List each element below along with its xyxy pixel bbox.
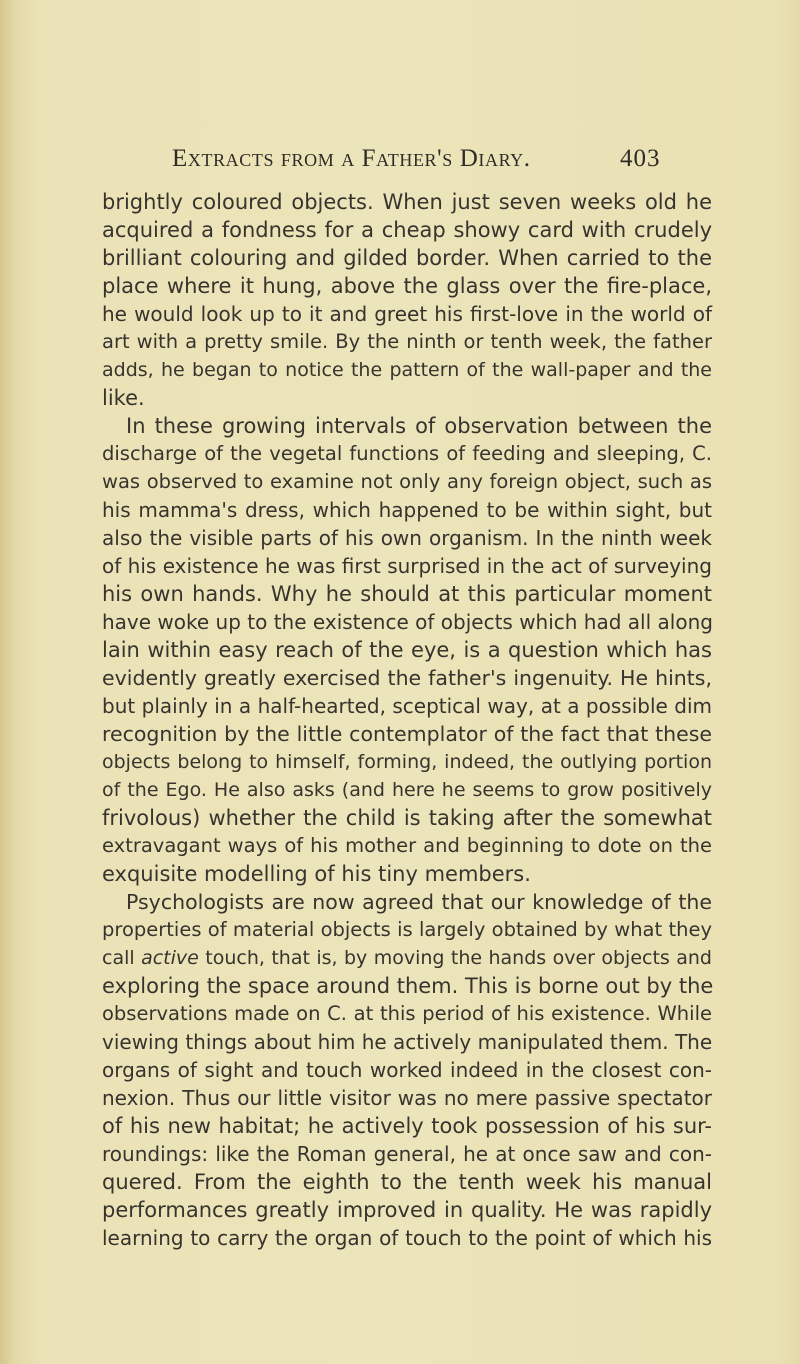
text-line: of the Ego. He also asks (and here he seems to grow positively	[102, 779, 712, 801]
text-line: adds, he began to notice the pattern of the wall-paper and the	[102, 359, 712, 381]
text-line: evidently greatly exercised the father's ingenuity. He hints,	[102, 666, 712, 690]
text-line: extravagant ways of his mother and beginning to dote on the	[102, 834, 712, 857]
text-line: roundings: like the Roman general, he at once saw and con-	[102, 1142, 712, 1166]
text-line: quered. From the eighth to the tenth week his manual	[102, 1170, 712, 1194]
text-line: he would look up to it and greet his first-love in the world of	[102, 302, 712, 326]
text-line: like.	[102, 386, 145, 410]
text-line: organs of sight and touch worked indeed in the closest con-	[102, 1058, 712, 1082]
text-line: exquisite modelling of his tiny members.	[102, 862, 531, 886]
text-line: viewing things about him he actively manipulated them. The	[102, 1030, 713, 1054]
text-line: brightly coloured objects. When just seven weeks old he	[102, 190, 712, 214]
running-head: Extracts from a Father's Diary.	[172, 145, 531, 172]
text-fragment: call	[102, 947, 135, 969]
text-line: but plainly in a half-hearted, sceptical way, at a possible dim	[102, 694, 712, 718]
text-line: objects belong to himself, forming, indeed, the outlying portion	[102, 751, 712, 773]
text-line: nexion. Thus our little visitor was no mere passive spectator	[102, 1086, 712, 1110]
text-line: recognition by the little contemplator of the fact that these	[102, 722, 712, 746]
text-line: properties of material objects is largely obtained by what they	[102, 918, 712, 941]
text-line: discharge of the vegetal functions of feeding and sleeping, C.	[102, 442, 712, 465]
text-line-with-emphasis	[102, 944, 712, 972]
text-line: his own hands. Why he should at this particular moment	[102, 582, 712, 606]
text-line: frivolous) whether the child is taking after the somewhat	[102, 806, 712, 830]
text-line: performances greatly improved in quality. He was rapidly	[102, 1198, 712, 1222]
text-line: of his existence he was first surprised in the act of surveying	[102, 554, 712, 578]
emphasized-word: active	[141, 947, 199, 969]
text-line: of his new habitat; he actively took possession of his sur-	[102, 1114, 712, 1138]
text-line: acquired a fondness for a cheap showy card with crudely	[102, 218, 712, 242]
text-line: also the visible parts of his own organism. In the ninth week	[102, 526, 712, 550]
text-line: lain within easy reach of the eye, is a question which has	[102, 638, 712, 662]
text-line: have woke up to the existence of objects which had all along	[102, 610, 713, 634]
text-line: Psychologists are now agreed that our knowledge of the	[126, 890, 712, 914]
text-line: place where it hung, above the glass over the fire-place,	[102, 274, 712, 298]
text-line: learning to carry the organ of touch to the point of which his	[102, 1226, 712, 1250]
text-line: was observed to examine not only any foreign object, such as	[102, 470, 712, 493]
text-line: In these growing intervals of observation between the	[126, 414, 712, 438]
text-line: his mamma's dress, which happened to be within sight, but	[102, 498, 712, 522]
text-line: exploring the space around them. This is borne out by the	[102, 974, 714, 998]
page-number: 403	[620, 145, 661, 172]
text-line: art with a pretty smile. By the ninth or tenth week, the father	[102, 330, 712, 353]
text-line: brilliant colouring and gilded border. When carried to the	[102, 246, 712, 270]
text-fragment: touch, that is, by moving the hands over objects and	[205, 947, 712, 969]
text-line: observations made on C. at this period of his existence. While	[102, 1002, 712, 1025]
